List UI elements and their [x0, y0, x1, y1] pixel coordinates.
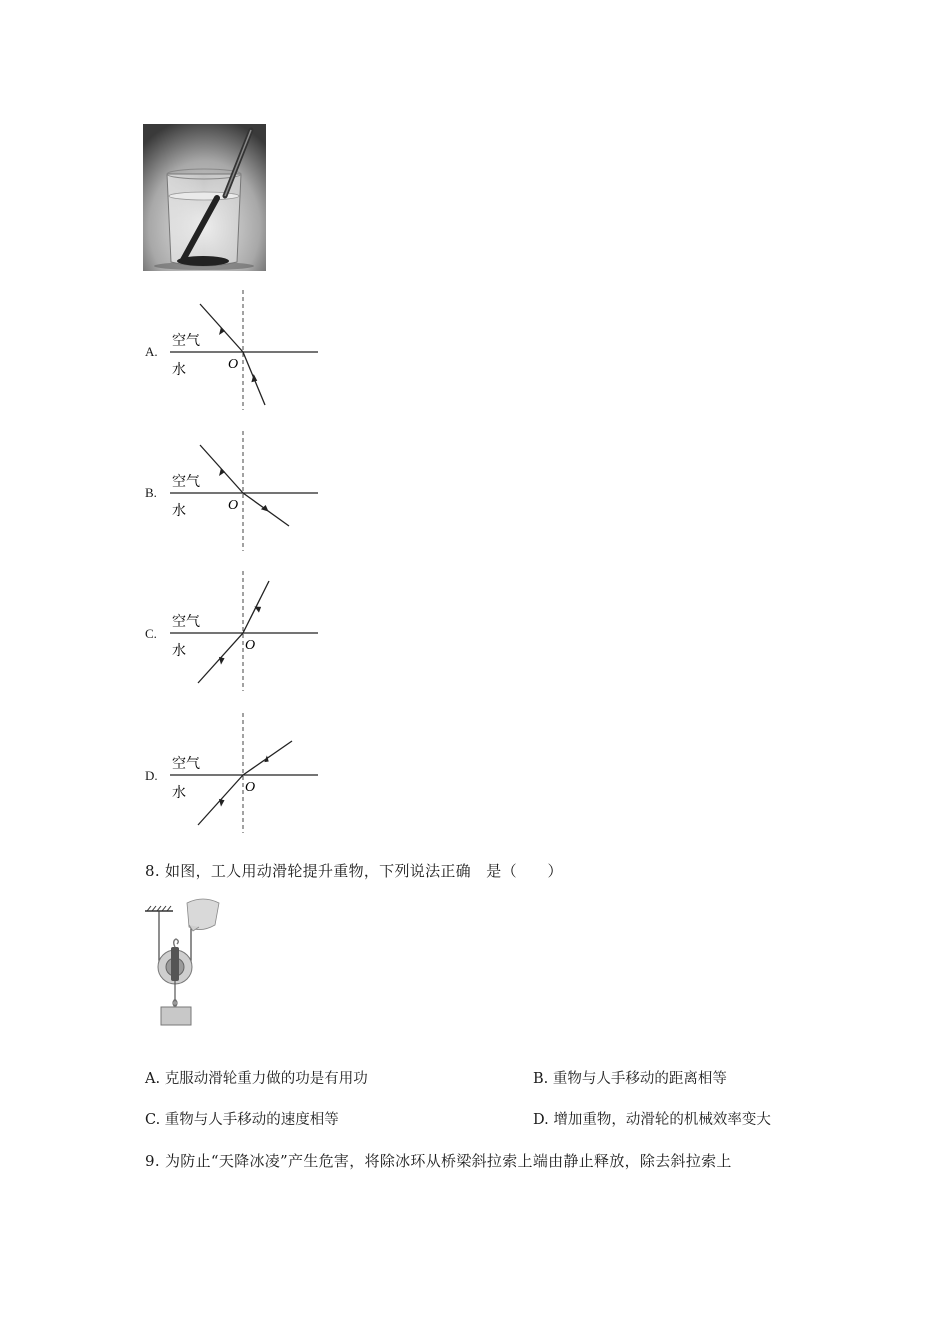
origin-label: O — [245, 780, 256, 795]
option-d-label: D. — [145, 768, 158, 783]
glass-straw-photo — [143, 124, 266, 271]
question-8-stem: 8. 如图，工人用动滑轮提升重物，下列说法正确 是（ ） — [145, 862, 563, 880]
water-label: 水 — [172, 503, 186, 519]
question-9-stem: 9. 为防止“天降冰凌”产生危害，将除冰环从桥梁斜拉索上端由静止释放，除去斜拉索上 — [145, 1152, 732, 1170]
water-label: 水 — [172, 785, 186, 801]
water-label: 水 — [172, 362, 186, 378]
air-label: 空气 — [172, 614, 200, 630]
q8-choice-d[interactable]: D. 增加重物，动滑轮的机械效率变大 — [533, 1112, 771, 1128]
q8-choice-a[interactable]: A. 克服动滑轮重力做的功是有用功 — [145, 1071, 368, 1087]
refraction-diagram-c — [165, 571, 325, 691]
water-label: 水 — [172, 643, 186, 659]
q8-choice-c[interactable]: C. 重物与人手移动的速度相等 — [145, 1112, 339, 1128]
air-label: 空气 — [172, 333, 200, 349]
option-a-label: A. — [145, 344, 158, 359]
origin-label: O — [228, 357, 239, 372]
q8-choice-b[interactable]: B. 重物与人手移动的距离相等 — [533, 1071, 727, 1087]
refraction-diagram-d — [165, 713, 325, 833]
movable-pulley-illustration — [143, 895, 225, 1030]
origin-label: O — [245, 638, 256, 653]
refraction-diagram-a — [165, 290, 325, 410]
origin-label: O — [228, 498, 239, 513]
air-label: 空气 — [172, 474, 200, 490]
option-c-label: C. — [145, 626, 157, 641]
air-label: 空气 — [172, 756, 200, 772]
refraction-diagram-b — [165, 431, 325, 551]
option-b-label: B. — [145, 485, 157, 500]
